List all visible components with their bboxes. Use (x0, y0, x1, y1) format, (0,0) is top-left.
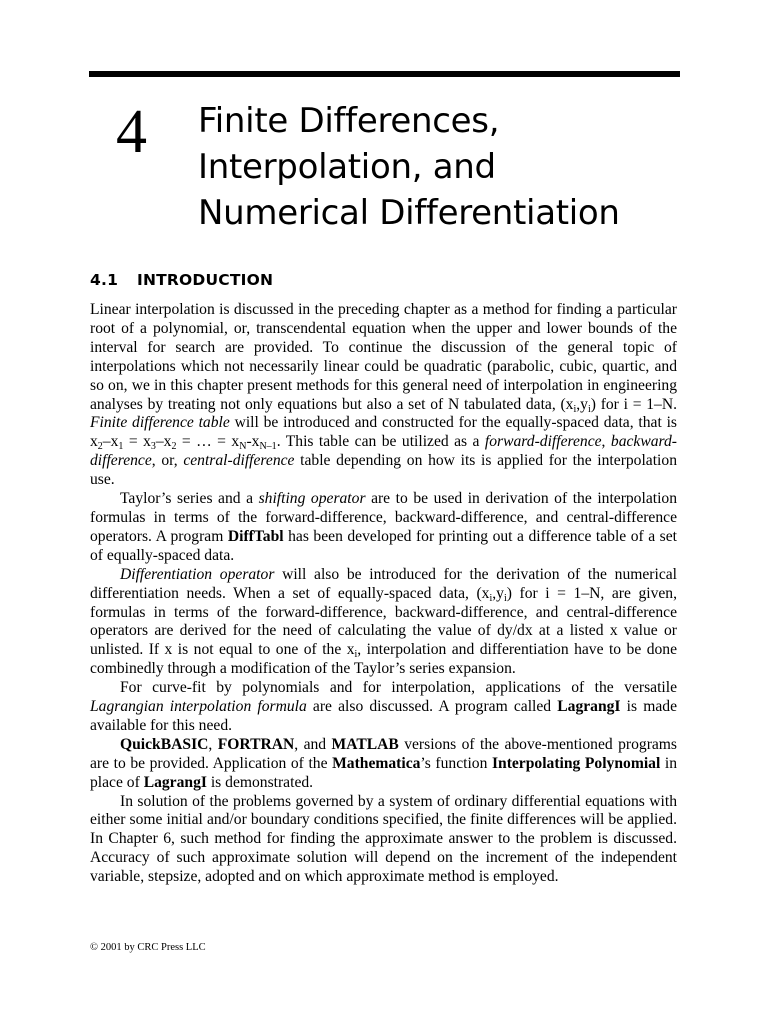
text-run: , and (294, 735, 332, 753)
chapter-number: 4 (116, 98, 147, 166)
section-number: 4.1 (90, 271, 119, 289)
text-run: ,y (492, 584, 504, 602)
chapter-title-line: Numerical Differentiation (198, 193, 620, 233)
text-run: will also be introduced for the derivation of the numerical differentiation needs. When a set of equally-spaced data, (x (90, 565, 677, 602)
subscript: i (354, 649, 358, 661)
text-run: in place of (90, 754, 677, 791)
text-run: is demonstrated. (206, 773, 314, 791)
text-run: versions of the above-mentioned programs are to be provided. Application of the (90, 735, 678, 772)
text-run: –x (155, 433, 172, 451)
body-paragraph (90, 566, 677, 679)
chapter-top-rule (89, 71, 680, 77)
text-run: has been developed for printing out a difference table of a set of equally-spaced data. (90, 527, 677, 564)
bold-term: MATLAB (331, 735, 399, 753)
italic-term: Lagrangian interpolation formula (90, 698, 307, 716)
subscript: 1 (118, 441, 124, 453)
subscript: i (489, 592, 493, 604)
italic-term: backward- difference (90, 433, 678, 470)
text-run: –x (102, 433, 119, 451)
text-run: ) for i = 1–N. (590, 395, 677, 413)
text-run: are to be used in derivation of the interpolation formulas in terms of the forward-difference, backward-difference, and central-difference operators. A program (90, 490, 677, 545)
subscript: i (573, 403, 577, 415)
text-run: , (601, 433, 611, 451)
italic-term: shifting operator (258, 490, 366, 508)
subscript: N (239, 441, 247, 453)
text-run: For curve-fit by polynomials and for interpolation, applications of the versatile (120, 679, 677, 697)
bold-term: LagrangI (557, 698, 621, 716)
chapter-title-line: Interpolation, and (198, 147, 496, 187)
text-run: ,y (576, 395, 588, 413)
bold-term: LagrangI (143, 773, 207, 791)
text-run: , interpolation and differentiation have to be done combinedly through a modification of the Taylor’s series expansion. (90, 641, 677, 678)
italic-term: Finite difference table (90, 414, 230, 432)
text-run: Linear interpolation is discussed in the preceding chapter as a method for finding a particular root of a polynomial, or, transcendental equation when the upper and lower bounds of the interval for search are provided. To continue the discussion of the general topic of interpolations which not necessarily linear could be quadratic (parabolic, cubic, quartic, and so on, we in this chapter present methods for this general need of interpolation in engineering analyses by treating not only equations but also a set of N tabulated data, (x (90, 301, 677, 413)
chapter-title-line: Finite Differences, (198, 101, 500, 141)
subscript: N–1 (259, 441, 277, 453)
body-paragraph (90, 793, 677, 888)
subscript: 3 (150, 441, 156, 453)
italic-term: forward-difference (484, 433, 602, 451)
text-run: ) for i = 1–N, are given, formulas in terms of the forward-difference, backward-difference, and central-difference operators are derived for the need of calculating the value of dy/dx at a listed x value or unlisted. If x is not equal to one of the x (90, 584, 678, 659)
bold-term: Interpolating Polynomial (491, 754, 661, 772)
bold-term: FORTRAN (217, 735, 295, 753)
text-run: ’s function (420, 754, 492, 772)
italic-term: central-difference (183, 452, 295, 470)
section-heading (90, 271, 273, 289)
text-run: . This table can be utilized as a (276, 433, 485, 451)
text-run: table depending on how its is applied for the interpolation use. (90, 452, 677, 489)
bold-term: Mathematica (332, 754, 421, 772)
text-run: , (208, 735, 218, 753)
subscript: i (503, 592, 507, 604)
body-text (90, 301, 677, 887)
body-paragraph (90, 301, 677, 490)
subscript: 2 (97, 441, 103, 453)
bold-term: DiffTabl (227, 527, 284, 545)
section-title: INTRODUCTION (137, 271, 274, 289)
italic-term: Differentiation operator (120, 565, 275, 583)
text-run: are also discussed. A program called (306, 698, 558, 716)
copyright-footer: © 2001 by CRC Press LLC (90, 942, 206, 953)
body-paragraph (90, 679, 677, 736)
text-run: will be introduced and constructed for the equally-spaced data, that is x (90, 414, 677, 451)
text-run: -x (246, 433, 260, 451)
text-run: , or, (151, 452, 184, 470)
text-run: is made available for this need. (90, 698, 677, 734)
chapter-title (198, 98, 718, 236)
text-run: In solution of the problems governed by a system of ordinary differential equations with either some initial and/or boundary conditions specified, the finite differences will be applied. In Chapter 6, such method for finding the approximate answer to the problem is discussed. Accuracy of such approximate solution will depend on the increment of the independent variable, stepsize, adopted and on which approximate method is employed. (90, 792, 677, 886)
subscript: i (587, 403, 591, 415)
bold-term: QuickBASIC (120, 735, 209, 753)
subscript: 2 (171, 441, 177, 453)
body-paragraph (90, 736, 677, 793)
text-run: Taylor’s series and a (120, 490, 259, 508)
text-run: = x (123, 433, 151, 451)
body-paragraph (90, 490, 677, 566)
text-run: = … = x (176, 433, 240, 451)
